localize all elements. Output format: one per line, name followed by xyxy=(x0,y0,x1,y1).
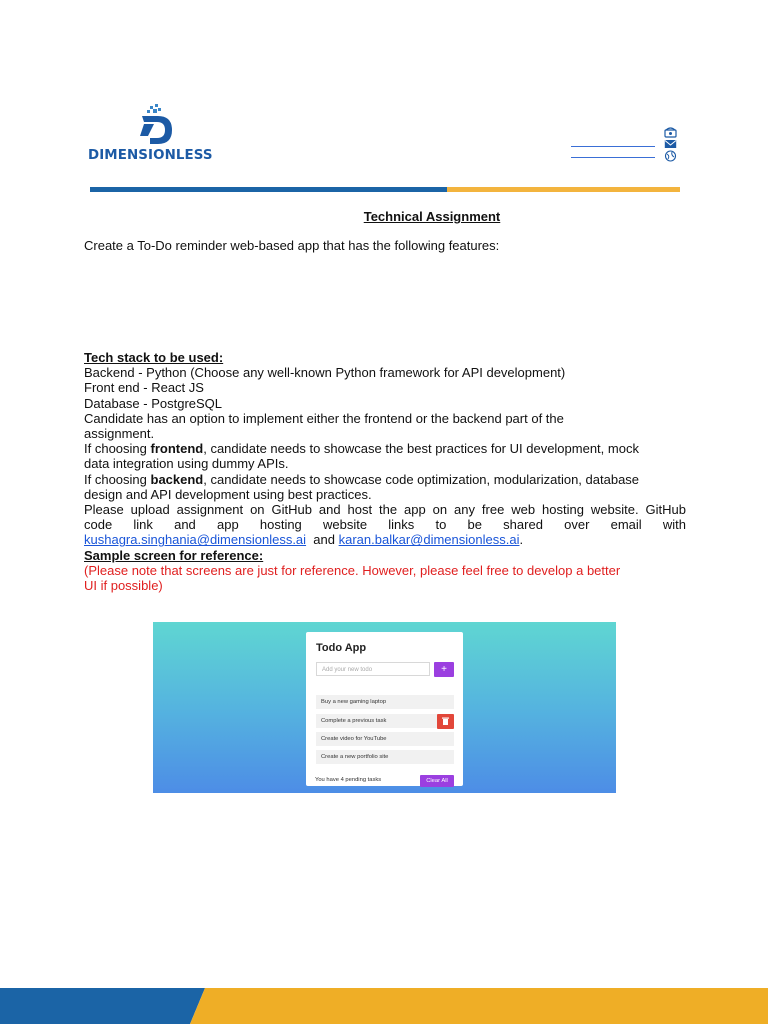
delete-todo-button xyxy=(437,714,454,729)
trash-icon xyxy=(437,714,454,729)
backend-choice-line-2: design and API development using best practices. xyxy=(84,486,372,502)
logo-mark-icon xyxy=(136,104,176,148)
backend-rest: , candidate needs to showcase code optimization, modularization, database xyxy=(203,471,640,487)
add-todo-button: + xyxy=(434,662,454,677)
tech-stack-heading: Tech stack to be used: xyxy=(84,350,224,365)
todo-item: Create a new portfolio site xyxy=(316,750,454,764)
contact-email-link[interactable] xyxy=(571,157,655,158)
frontend-choice-line-2: data integration using dummy APIs. xyxy=(84,456,289,472)
divider-blue-segment xyxy=(90,187,447,192)
todo-item: Create video for YouTube xyxy=(316,732,454,746)
email-link-kushagra[interactable]: kushagra.singhania@dimensionless.ai xyxy=(84,532,307,548)
clear-all-button: Clear All xyxy=(420,775,454,787)
brand-name: DIMENSIONLESS xyxy=(88,148,213,163)
email-link-karan[interactable]: karan.balkar@dimensionless.ai xyxy=(338,532,520,548)
contact-phone-link[interactable] xyxy=(571,146,655,147)
frontend-choice-line xyxy=(84,441,686,456)
globe-icon xyxy=(664,150,677,162)
sample-screenshot xyxy=(153,622,616,793)
upload-line-2: code link and app hosting website links to be shared over email with xyxy=(84,517,686,533)
todo-item: Buy a new gaming laptop xyxy=(316,695,454,709)
frontend-keyword: frontend xyxy=(150,441,204,457)
sample-screen-heading: Sample screen for reference: xyxy=(84,547,264,563)
note-line-2: UI if possible) xyxy=(84,578,163,594)
backend-line: Backend - Python (Choose any well-known Python framework for API development) xyxy=(84,365,566,381)
frontend-rest: , candidate needs to showcase the best practices for UI development, mock xyxy=(203,441,639,457)
note-line-1: (Please note that screens are just for reference. However, please feel free to develop a better xyxy=(84,562,621,578)
and-text: and xyxy=(313,532,335,548)
footer-blue-shape xyxy=(0,988,205,1024)
todo-item: Complete a previous task xyxy=(316,714,454,728)
email-period: . xyxy=(519,532,524,548)
footer-band xyxy=(0,988,768,1024)
intro-text: Create a To-Do reminder web-based app that has the following features: xyxy=(84,238,500,253)
email-line xyxy=(84,532,686,547)
divider-yellow-segment xyxy=(447,187,680,192)
phone-icon xyxy=(664,126,677,138)
todo-input: Add your new todo xyxy=(316,662,430,676)
assignment-body xyxy=(84,350,686,593)
header-divider xyxy=(90,187,680,192)
document-title: Technical Assignment xyxy=(363,209,501,224)
todo-app-card xyxy=(306,632,463,786)
backend-prefix: If choosing xyxy=(84,471,151,487)
frontend-prefix: If choosing xyxy=(84,441,151,457)
footer-yellow-shape xyxy=(190,988,768,1024)
pending-count: You have 4 pending tasks xyxy=(315,777,382,783)
backend-choice-line xyxy=(84,472,686,487)
option-line-2: assignment. xyxy=(84,426,155,442)
dimensionless-logo xyxy=(88,104,238,166)
option-line-1: Candidate has an option to implement either the frontend or the backend part of the xyxy=(84,410,564,426)
backend-keyword: backend xyxy=(150,471,204,487)
database-line: Database - PostgreSQL xyxy=(84,395,223,411)
envelope-icon xyxy=(664,138,677,150)
frontend-line: Front end - React JS xyxy=(84,380,204,396)
upload-line-1: Please upload assignment on GitHub and host the app on any free web hosting website. GitHub xyxy=(84,502,686,518)
todo-app-title: Todo App xyxy=(316,642,367,654)
